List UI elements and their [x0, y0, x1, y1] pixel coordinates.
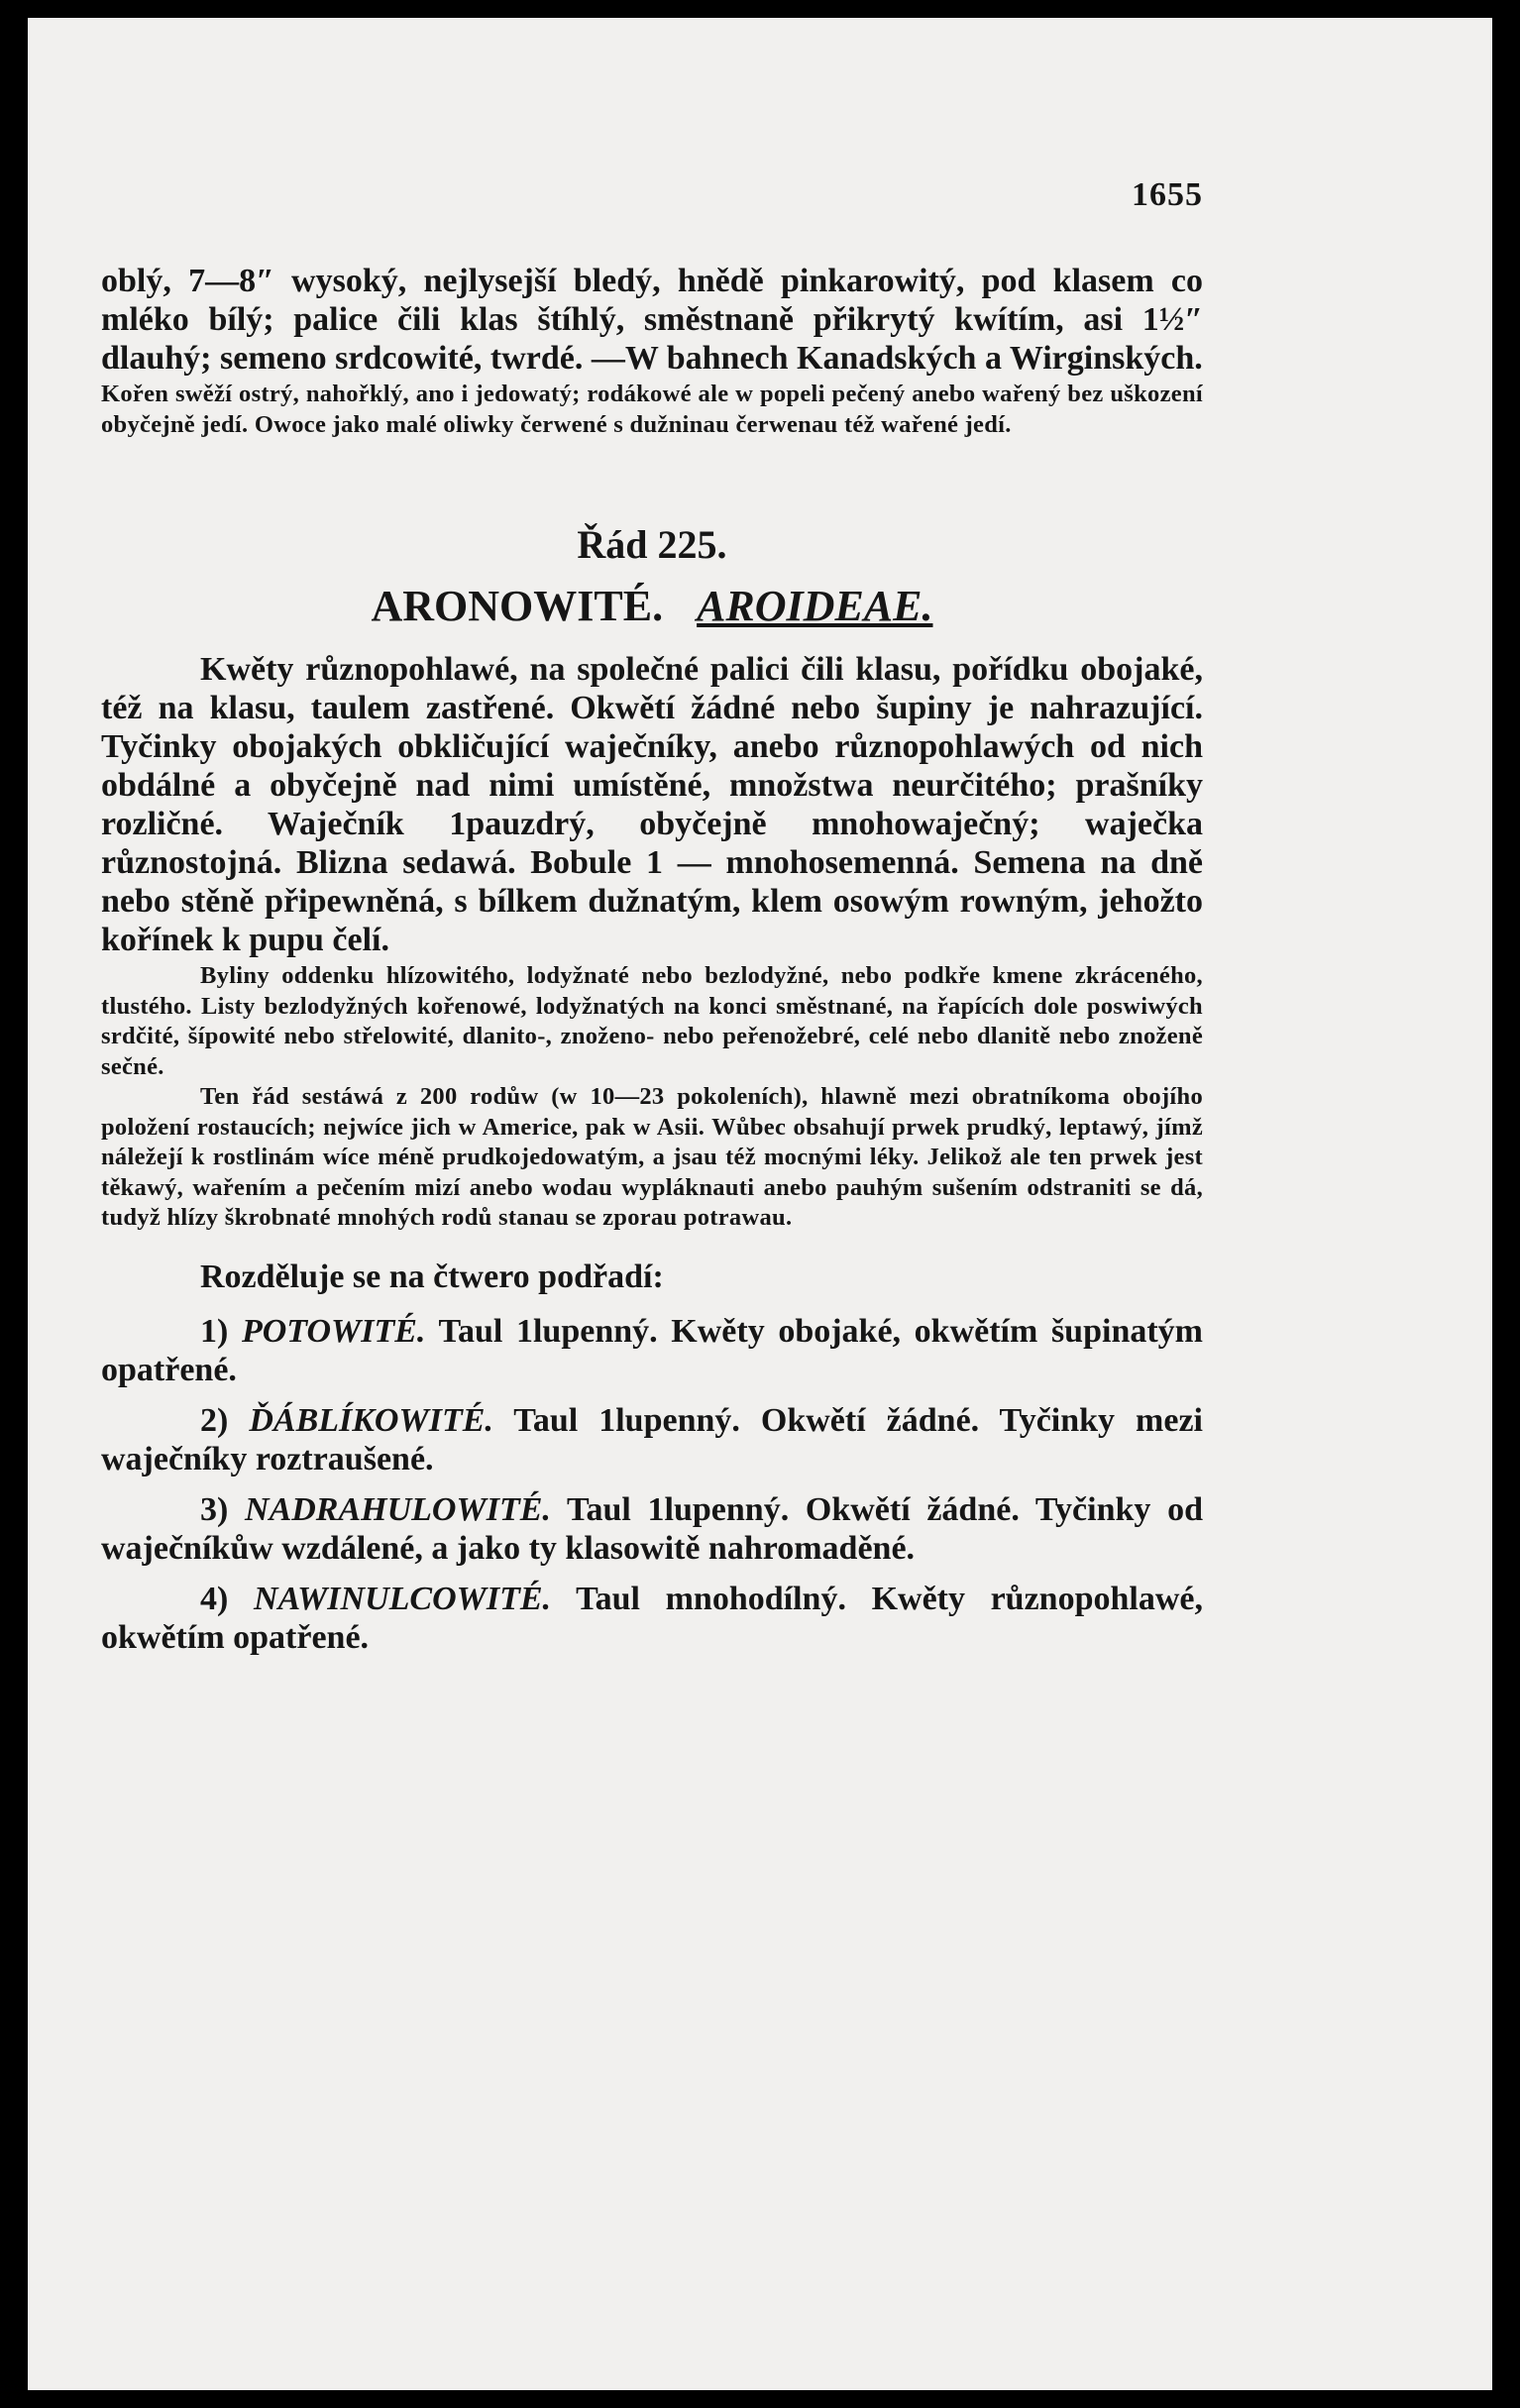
family-name-czech: ARONOWITÉ.: [371, 582, 664, 630]
suborder-text: Taul 1lupenný. Kwěty obojaké, okwětím šupinatým opatřené.: [101, 1312, 1203, 1388]
suborder-number: 4): [200, 1580, 229, 1617]
suborder-4: [101, 1580, 1203, 1657]
suborder-name: POTOWITÉ.: [241, 1312, 426, 1350]
order-heading: Řád 225.: [577, 522, 727, 567]
suborder-text: Taul 1lupenný. Okwětí žádné. Tyčinky mezi waječníky roztraušené.: [101, 1401, 1204, 1478]
book-page: [28, 18, 1492, 2390]
page-text: [101, 262, 1203, 1657]
suborder-name: NADRAHULOWITÉ.: [245, 1490, 551, 1528]
note-paragraph-2: Ten řád sestáwá z 200 rodůw (w 10—23 pokoleních), hlawně mezi obratníkoma obojího položení rostaucích; nejwíce jich w Americe, pak w Asii. Wůbec obsahují prwek prudký, leptawý, jímž náležejí k rostlinám wíce méně prudkojedowatým, a jsau též mocnými léky. Jelikož ale ten prwek jest těkawý, wařením a pečením mizí anebo wodau wypláknauti anebo pauhým sušením odstraniti se dá, tudyž hlízy škrobnaté mnohých rodů stanau se zporau potrawau.: [101, 1083, 1203, 1231]
family-description: Kwěty různopohlawé, na společné palici čili klasu, pořídku obojaké, též na klasu, taulem zastřené. Okwětí žádné nebo šupiny je nahrazující. Tyčinky obojakých obkličující waječníky, anebo různopohlawých od nich obdálné a obyčejně nad nimi umístěné, množstwa neurčitého; prašníky rozličné. Waječník 1pauzdrý, obyčejně mnohowaječný; waječka různostojná. Blizna sedawá. Bobule 1 — mnohosemenná. Semena na dně nebo stěně připewněná, s bílkem dužnatým, klem osowým rowným, jehožto kořínek k pupu čelí.: [101, 651, 1203, 958]
suborder-3: [101, 1490, 1203, 1568]
suborder-text: Taul mnohodílný. Kwěty různopohlawé, okwětím opatřené.: [101, 1580, 1204, 1656]
note-paragraph-1: Byliny oddenku hlízowitého, lodyžnaté nebo bezlodyžné, nebo podkře kmene zkráceného, tlustého. Listy bezlodyžných kořenowé, lodyžnatých na konci směstnané, na řapících dole poswiwých srdčité, šípowité nebo střelowité, dlanito-, znoženo- nebo peřenožebré, celé nebo dlanitě nebo znoženě sečné.: [101, 962, 1203, 1080]
suborder-2: [101, 1401, 1203, 1478]
intro-note: Kořen swěží ostrý, nahořklý, ano i jedowatý; rodákowé ale w popeli pečený anebo wařený bez uškození obyčejně jedí. Owoce jako malé oliwky čerwené s dužninau čerwenau též wařené jedí.: [101, 381, 1203, 438]
family-heading: [101, 581, 1203, 632]
intro-paragraph: oblý, 7—8″ wysoký, nejlysejší bledý, hnědě pinkarowitý, pod klasem co mléko bílý; palice čili klas štíhlý, směstnaně přikrytý kwítím, asi 1½″ dlauhý; semeno srdcowité, twrdé. —W bahnech Kanadských a Wirginských.: [101, 263, 1203, 377]
suborder-text: Taul 1lupenný. Okwětí žádné. Tyčinky od waječníkůw wzdálené, a jako ty klasowitě nahromaděné.: [101, 1490, 1203, 1567]
suborder-number: 2): [200, 1401, 229, 1439]
suborder-1: [101, 1312, 1203, 1389]
family-name-latin: AROIDEAE.: [697, 582, 933, 630]
page-number: 1655: [1132, 176, 1203, 213]
suborder-number: 3): [200, 1490, 229, 1528]
division-heading: Rozděluje se na čtwero podřadí:: [200, 1258, 664, 1295]
suborder-number: 1): [200, 1312, 229, 1350]
suborder-name: NAWINULCOWITÉ.: [253, 1580, 552, 1617]
suborder-name: ĎÁBLÍKOWITÉ.: [249, 1401, 493, 1439]
